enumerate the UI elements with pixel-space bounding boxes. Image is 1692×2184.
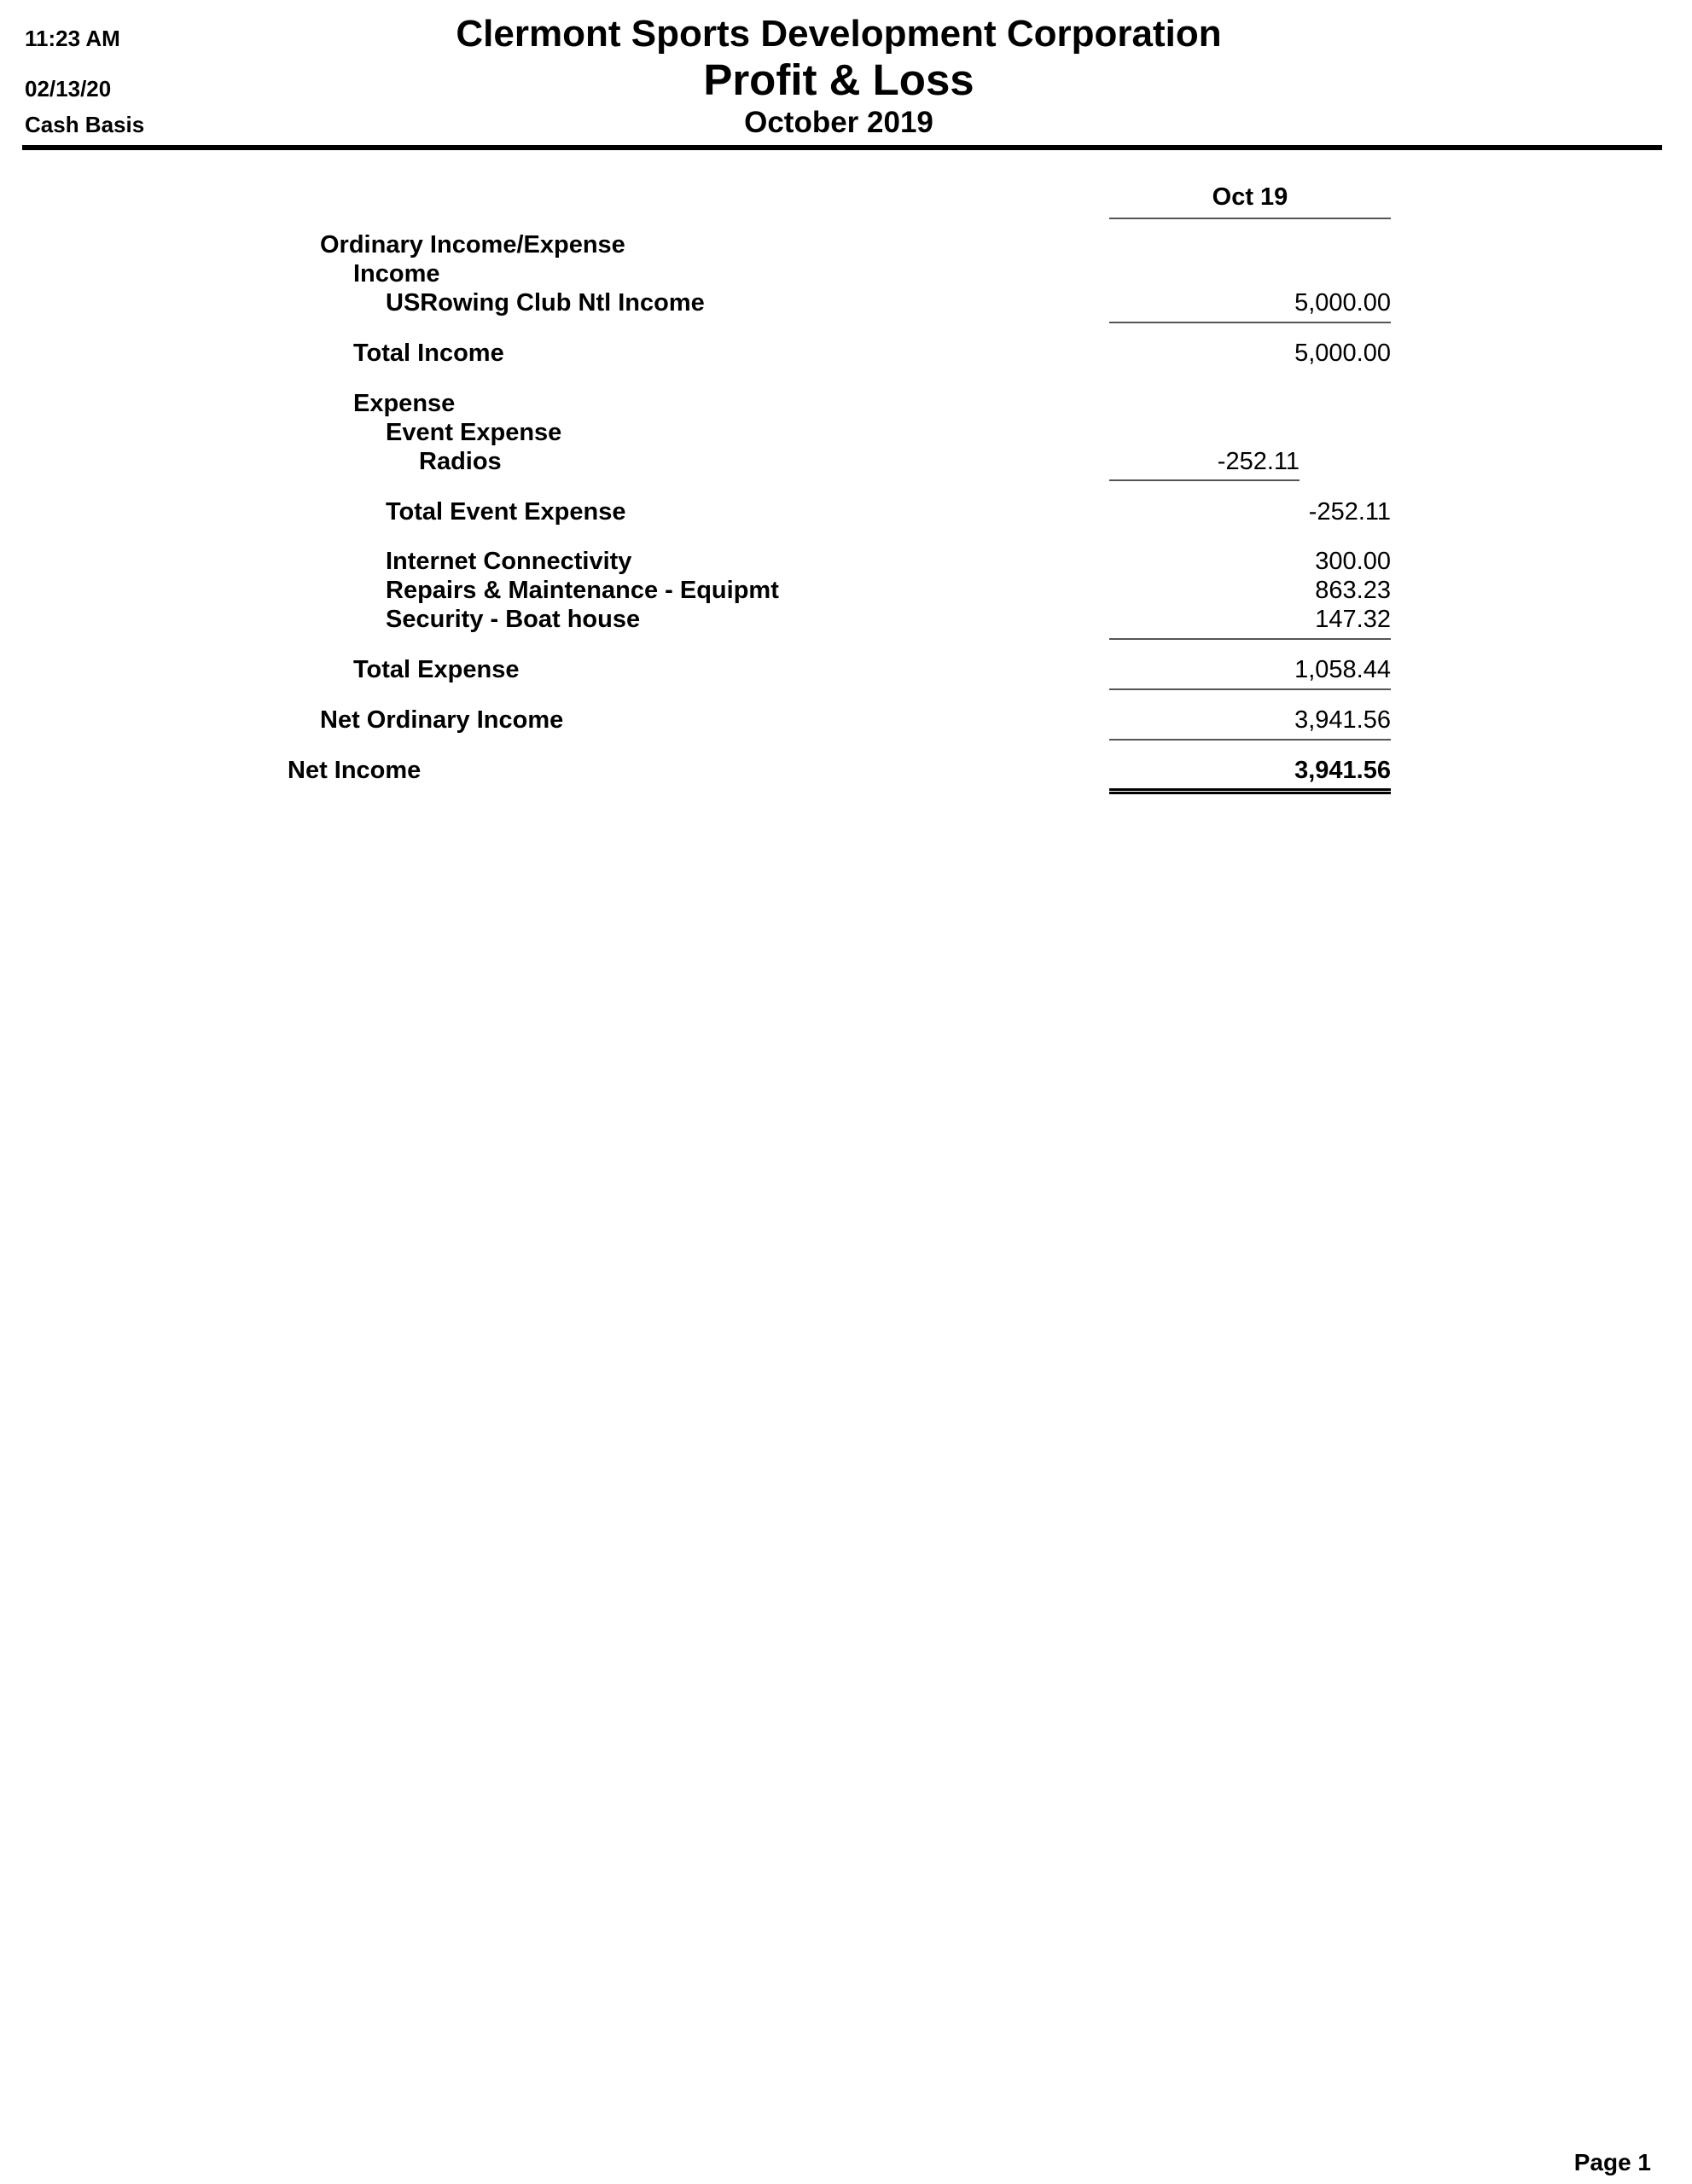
row-label-total-expense: Total Expense	[353, 656, 520, 683]
row-amount-repairs-maintenance: 863.23	[1315, 577, 1391, 604]
row-amount-total-income: 5,000.00	[1294, 340, 1391, 367]
row-label-net-ordinary-income: Net Ordinary Income	[320, 706, 564, 734]
report-period: October 2019	[744, 106, 933, 139]
column-header-oct-19: Oct 19	[1212, 183, 1288, 211]
row-label-usrowing-club-ntl-income: USRowing Club Ntl Income	[386, 289, 705, 317]
row-amount-radios: -252.11	[1217, 448, 1300, 475]
row-label-internet-connectivity: Internet Connectivity	[386, 548, 632, 575]
column-header-rule	[1109, 218, 1391, 219]
row-amount-security-boat-house: 147.32	[1315, 606, 1391, 633]
subtotal-rule	[1109, 479, 1300, 481]
row-amount-internet-connectivity: 300.00	[1315, 548, 1391, 575]
row-label-total-income: Total Income	[353, 340, 504, 367]
row-amount-net-income: 3,941.56	[1294, 757, 1391, 784]
row-label-repairs-maintenance: Repairs & Maintenance - Equipmt	[386, 577, 779, 604]
report-title: Profit & Loss	[703, 55, 974, 104]
company-name: Clermont Sports Development Corporation	[456, 13, 1222, 55]
grand-total-double-rule	[1109, 788, 1391, 794]
header-divider	[22, 145, 1662, 150]
row-label-expense: Expense	[353, 390, 456, 417]
subtotal-rule	[1109, 638, 1391, 640]
report-basis: Cash Basis	[25, 112, 145, 137]
report-time: 11:23 AM	[25, 26, 120, 51]
page-number: Page 1	[1573, 2149, 1651, 2175]
row-label-total-event-expense: Total Event Expense	[386, 498, 626, 526]
row-amount-usrowing-club-ntl-income: 5,000.00	[1294, 289, 1391, 317]
report-date: 02/13/20	[25, 76, 112, 102]
row-label-net-income: Net Income	[288, 757, 422, 784]
row-label-ordinary-income-expense: Ordinary Income/Expense	[320, 231, 625, 258]
subtotal-rule	[1109, 322, 1391, 323]
row-label-income: Income	[353, 260, 440, 288]
subtotal-rule	[1109, 688, 1391, 690]
row-amount-net-ordinary-income: 3,941.56	[1294, 706, 1391, 734]
row-label-security-boat-house: Security - Boat house	[386, 606, 641, 633]
row-label-radios: Radios	[419, 448, 502, 475]
row-amount-total-expense: 1,058.44	[1294, 656, 1391, 683]
subtotal-rule	[1109, 739, 1391, 741]
row-amount-total-event-expense: -252.11	[1308, 498, 1391, 526]
row-label-event-expense: Event Expense	[386, 419, 562, 446]
